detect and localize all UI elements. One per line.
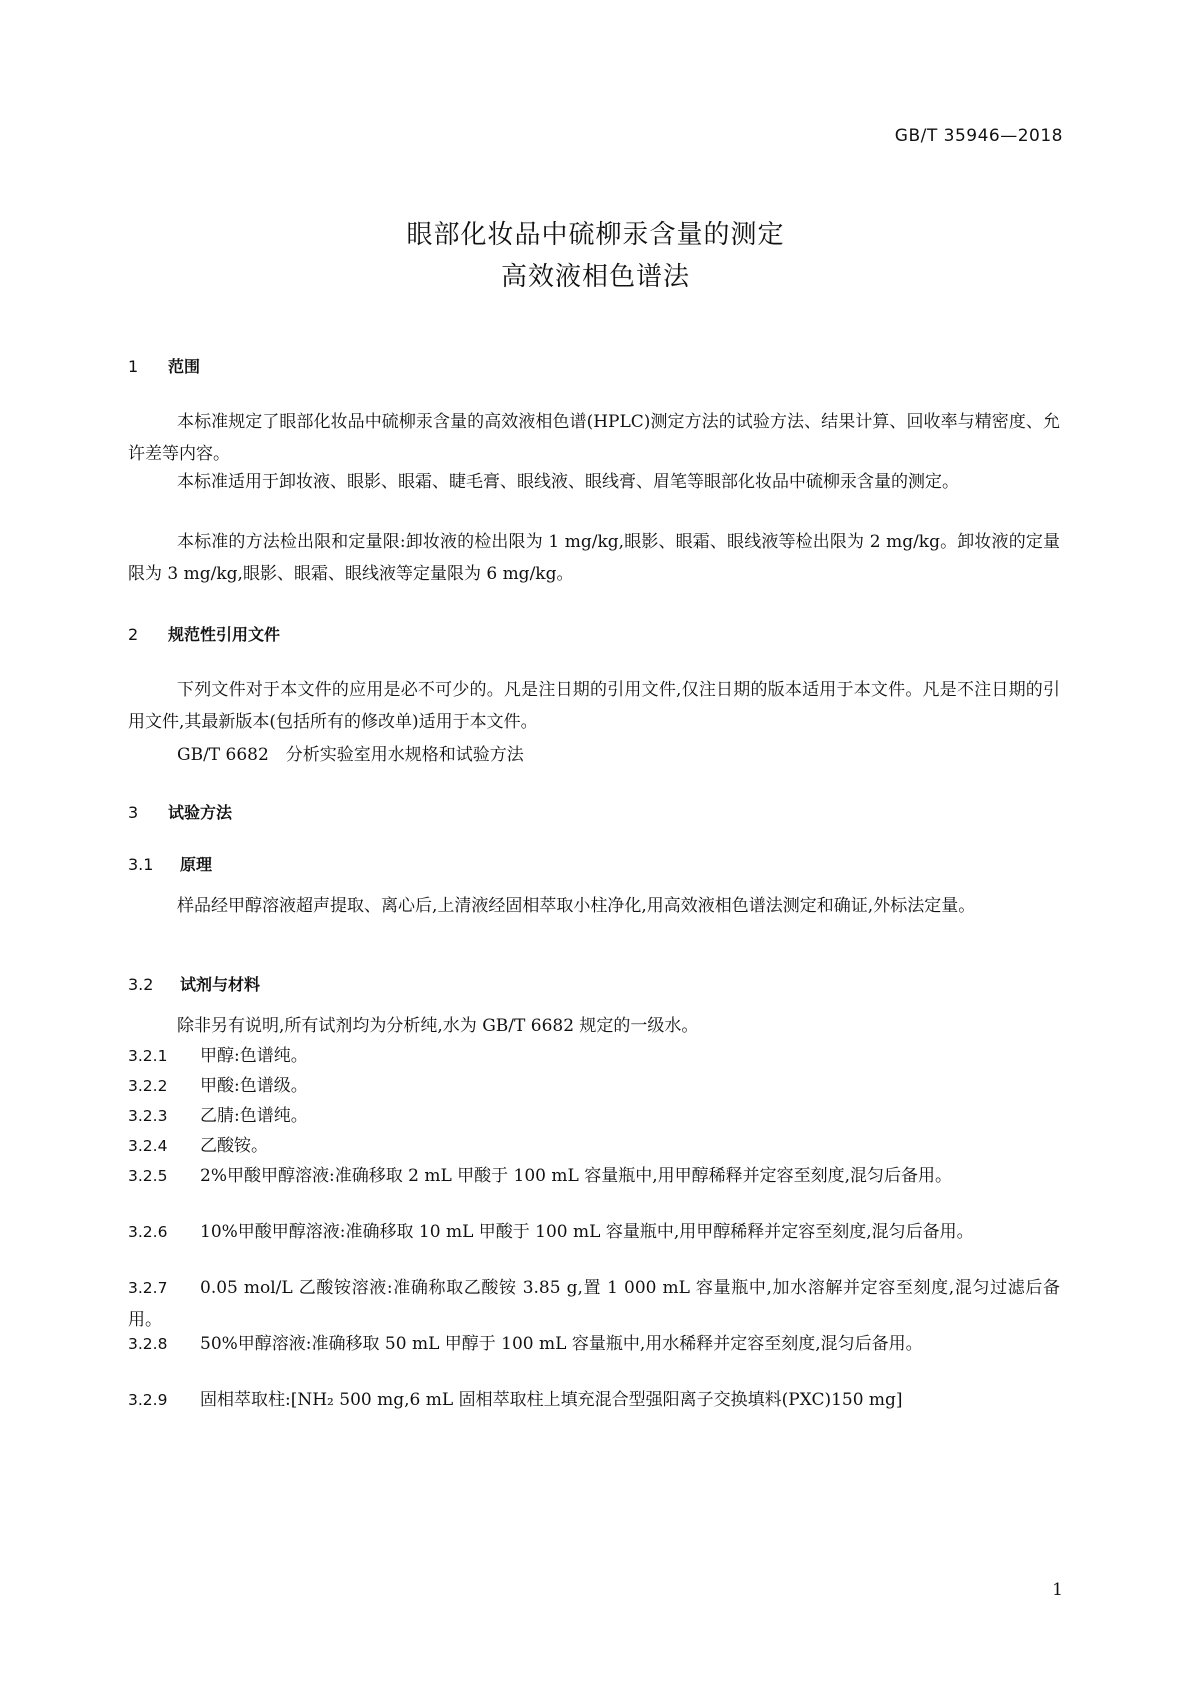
section-3-1-heading xyxy=(128,852,212,875)
list-item xyxy=(128,1100,1060,1132)
item-number: 3.2.9 xyxy=(128,1391,168,1409)
section-number: 3.1 xyxy=(128,855,154,874)
item-text: 甲酸:色谱级。 xyxy=(200,1076,308,1096)
item-text: 2%甲酸甲醇溶液:准确移取 2 mL 甲酸于 100 mL 容量瓶中,用甲醇稀释并定容至刻度,混匀后备用。 xyxy=(200,1166,953,1186)
item-text: 乙酸铵。 xyxy=(200,1136,268,1156)
list-item xyxy=(128,1384,1060,1416)
section-title: 原理 xyxy=(180,855,213,874)
item-text: 10%甲酸甲醇溶液:准确移取 10 mL 甲酸于 100 mL 容量瓶中,用甲醇稀释并定容至刻度,混匀后备用。 xyxy=(200,1222,974,1242)
item-number: 3.2.6 xyxy=(128,1223,168,1241)
document-subtitle: 高效液相色谱法 xyxy=(500,262,690,292)
item-number: 3.2.7 xyxy=(128,1279,168,1297)
paragraph: 本标准规定了眼部化妆品中硫柳汞含量的高效液相色谱(HPLC)测定方法的试验方法、结果计算、回收率与精密度、允许差等内容。 xyxy=(128,412,1060,464)
section-title: 规范性引用文件 xyxy=(168,625,281,644)
page-number: 1 xyxy=(1052,1580,1063,1600)
list-item xyxy=(128,1130,1060,1162)
section-number: 3 xyxy=(128,803,139,822)
paragraph: 样品经甲醇溶液超声提取、离心后,上清液经固相萃取小柱净化,用高效液相色谱法测定和确证,外标法定量。 xyxy=(177,896,976,916)
item-number: 3.2.3 xyxy=(128,1107,168,1125)
section-number: 2 xyxy=(128,625,139,644)
section-title: 范围 xyxy=(168,357,201,376)
item-number: 3.2.4 xyxy=(128,1137,168,1155)
section-3-heading xyxy=(128,800,232,823)
list-item xyxy=(128,1272,1060,1336)
list-item xyxy=(128,1160,1060,1192)
paragraph: 本标准适用于卸妆液、眼影、眼霜、睫毛膏、眼线液、眼线膏、眉笔等眼部化妆品中硫柳汞含量的测定。 xyxy=(177,472,959,492)
paragraph: 本标准的方法检出限和定量限:卸妆液的检出限为 1 mg/kg,眼影、眼霜、眼线液等检出限为 2 mg/kg。卸妆液的定量限为 3 mg/kg,眼影、眼霜、眼线液等定量限为 6 mg/kg。 xyxy=(128,532,1060,584)
section-1-heading xyxy=(128,354,200,377)
list-item xyxy=(128,1328,1060,1360)
item-number: 3.2.8 xyxy=(128,1335,168,1353)
section-title: 试验方法 xyxy=(168,803,233,822)
section-number: 1 xyxy=(128,357,139,376)
item-text: 50%甲醇溶液:准确移取 50 mL 甲醇于 100 mL 容量瓶中,用水稀释并定容至刻度,混匀后备用。 xyxy=(200,1334,923,1354)
document-title: 眼部化妆品中硫柳汞含量的测定 xyxy=(406,220,785,250)
item-number: 3.2.1 xyxy=(128,1047,168,1065)
normative-reference: GB/T 6682 分析实验室用水规格和试验方法 xyxy=(177,745,524,765)
item-text: 乙腈:色谱纯。 xyxy=(200,1106,308,1126)
item-text: 甲醇:色谱纯。 xyxy=(200,1046,308,1066)
section-title: 试剂与材料 xyxy=(180,975,261,994)
section-3-2-heading xyxy=(128,972,260,995)
standard-number: GB/T 35946—2018 xyxy=(894,126,1063,146)
list-item xyxy=(128,1216,1060,1248)
section-2-heading xyxy=(128,622,280,645)
paragraph: 下列文件对于本文件的应用是必不可少的。凡是注日期的引用文件,仅注日期的版本适用于本文件。凡是不注日期的引用文件,其最新版本(包括所有的修改单)适用于本文件。 xyxy=(128,680,1060,732)
item-number: 3.2.2 xyxy=(128,1077,168,1095)
item-number: 3.2.5 xyxy=(128,1167,168,1185)
list-item xyxy=(128,1040,1060,1072)
paragraph: 除非另有说明,所有试剂均为分析纯,水为 GB/T 6682 规定的一级水。 xyxy=(177,1016,699,1036)
section-number: 3.2 xyxy=(128,975,154,994)
list-item xyxy=(128,1070,1060,1102)
item-text: 固相萃取柱:[NH₂ 500 mg,6 mL 固相萃取柱上填充混合型强阳离子交换填料(PXC)150 mg] xyxy=(200,1390,903,1410)
item-text: 0.05 mol/L 乙酸铵溶液:准确称取乙酸铵 3.85 g,置 1 000 mL 容量瓶中,加水溶解并定容至刻度,混匀过滤后备用。 xyxy=(128,1278,1060,1330)
